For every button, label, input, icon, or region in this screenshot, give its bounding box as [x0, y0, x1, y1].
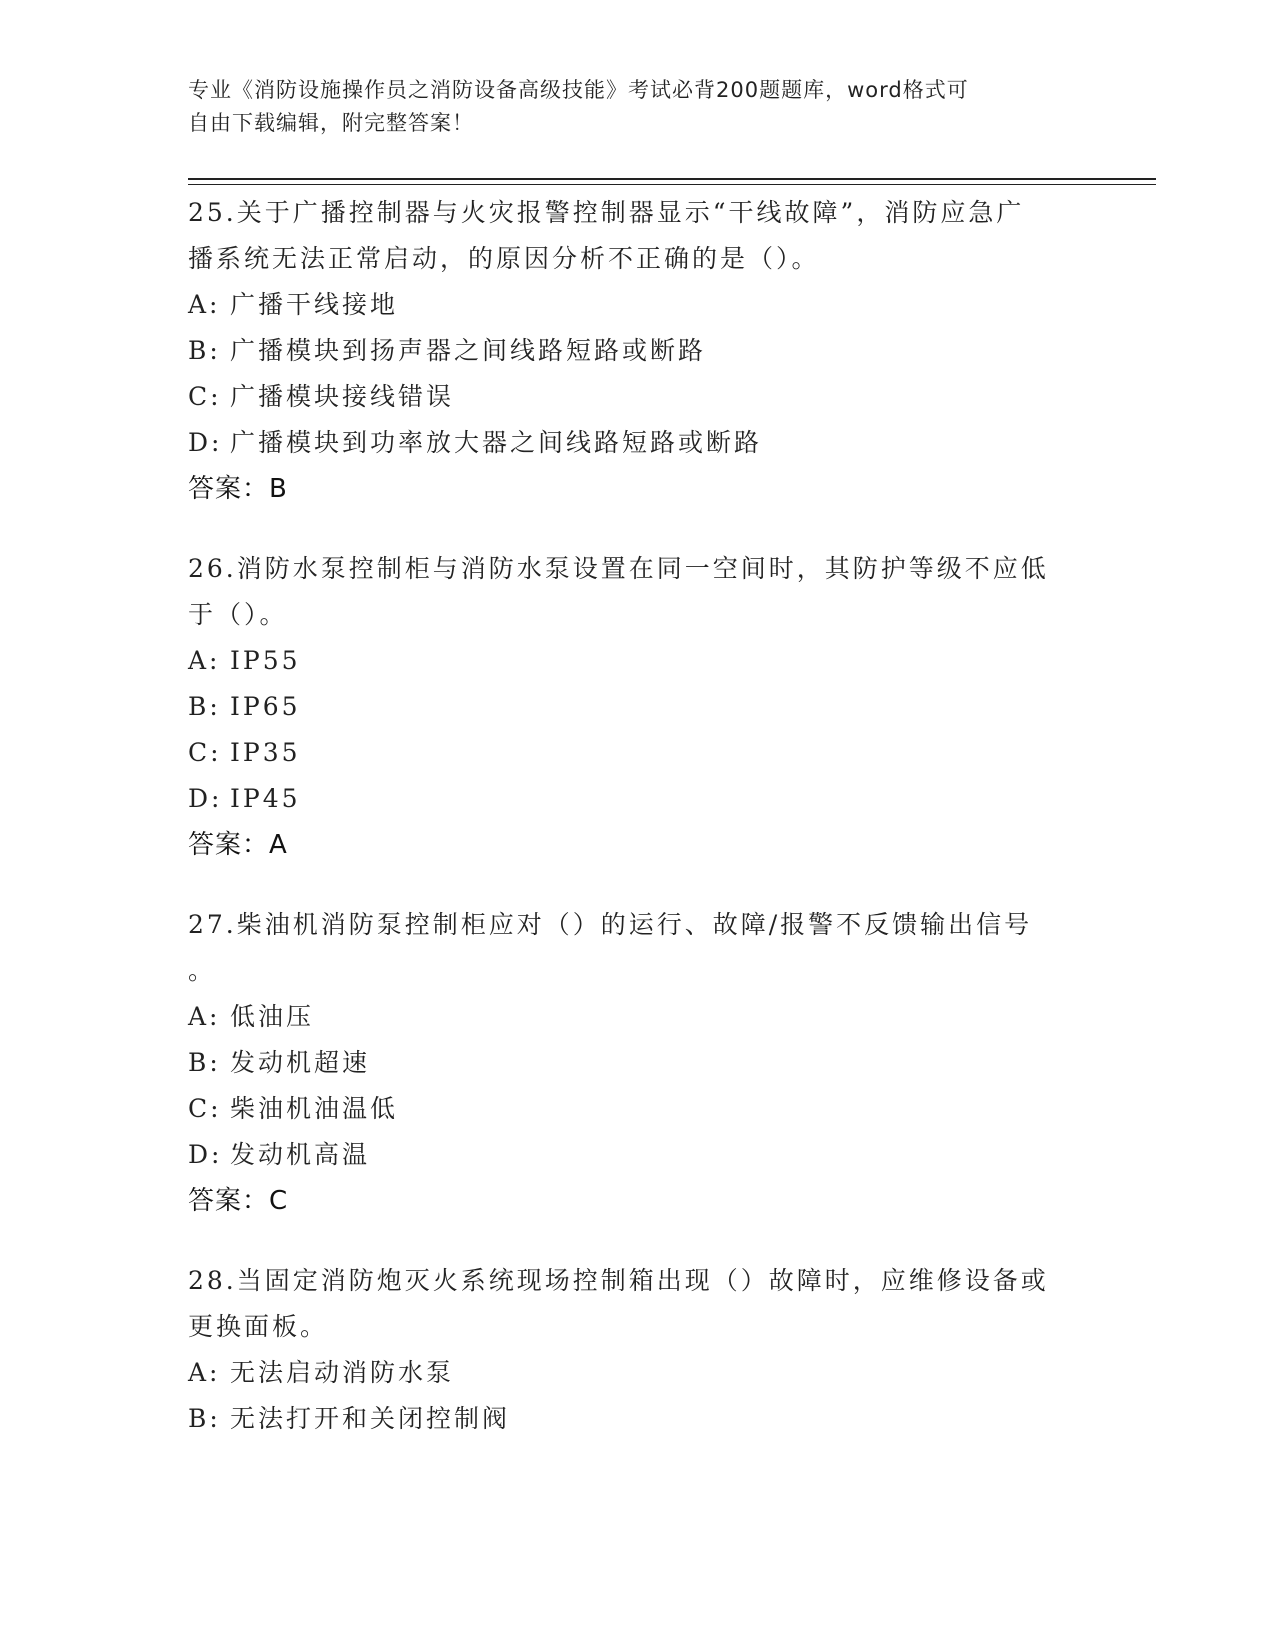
header-line-2: 自由下载编辑，附完整答案！ — [188, 111, 474, 135]
option-text: IP65 — [230, 692, 301, 721]
option-key: C: — [188, 1094, 222, 1123]
option-text: 无法打开和关闭控制阀 — [230, 1404, 511, 1433]
option-text: 广播模块到扬声器之间线路短路或断路 — [230, 336, 707, 365]
option-text: 发动机高温 — [230, 1140, 371, 1169]
header-line-1: 专业《消防设施操作员之消防设备高级技能》考试必背200题题库，word格式可 — [188, 78, 969, 102]
option-text: IP45 — [230, 784, 301, 813]
option-b — [188, 1396, 1088, 1442]
option-key: B: — [188, 1404, 221, 1433]
option-d — [188, 1132, 1088, 1178]
question-27 — [188, 902, 1088, 1224]
option-text: 发动机超速 — [230, 1048, 371, 1077]
question-25 — [188, 190, 1088, 512]
option-a — [188, 282, 1088, 328]
option-key: A: — [188, 646, 221, 675]
answer-label: 答案：A — [188, 830, 288, 860]
question-26 — [188, 546, 1088, 868]
question-text-line: 25.关于广播控制器与火灾报警控制器显示“干线故障”，消防应急广 — [188, 198, 1025, 227]
option-text: IP35 — [230, 738, 301, 767]
option-text: 柴油机油温低 — [230, 1094, 399, 1123]
question-28 — [188, 1258, 1088, 1442]
document-header — [188, 74, 1088, 140]
option-key: C: — [188, 738, 222, 767]
header-divider-thick — [188, 178, 1156, 180]
option-b — [188, 328, 1088, 374]
option-key: A: — [188, 1002, 221, 1031]
header-divider-thin — [188, 184, 1156, 185]
option-key: D: — [188, 784, 223, 813]
option-key: A: — [188, 1358, 221, 1387]
option-c — [188, 1086, 1088, 1132]
option-text: IP55 — [230, 646, 301, 675]
question-text-line: 28.当固定消防炮灭火系统现场控制箱出现（）故障时，应维修设备或 — [188, 1266, 1049, 1295]
answer-label: 答案：C — [188, 1186, 289, 1216]
question-text-line: 27.柴油机消防泵控制柜应对（）的运行、故障/报警不反馈输出信号 — [188, 910, 1033, 939]
option-a — [188, 994, 1088, 1040]
option-a — [188, 638, 1088, 684]
answer-label: 答案：B — [188, 474, 288, 504]
option-b — [188, 1040, 1088, 1086]
option-text: 低油压 — [230, 1002, 315, 1031]
question-text-line: 。 — [188, 956, 217, 985]
option-text: 无法启动消防水泵 — [230, 1358, 455, 1387]
option-key: D: — [188, 1140, 223, 1169]
option-b — [188, 684, 1088, 730]
option-text: 广播干线接地 — [230, 290, 399, 319]
option-c — [188, 730, 1088, 776]
option-text: 广播模块接线错误 — [230, 382, 455, 411]
question-text-line: 于（）。 — [188, 600, 288, 629]
question-list — [188, 190, 1088, 1476]
question-text-line: 播系统无法正常启动，的原因分析不正确的是（）。 — [188, 244, 820, 273]
option-key: B: — [188, 692, 221, 721]
option-d — [188, 420, 1088, 466]
option-c — [188, 374, 1088, 420]
question-text-line: 更换面板。 — [188, 1312, 329, 1341]
option-key: D: — [188, 428, 223, 457]
option-a — [188, 1350, 1088, 1396]
question-text-line: 26.消防水泵控制柜与消防水泵设置在同一空间时，其防护等级不应低 — [188, 554, 1049, 583]
option-d — [188, 776, 1088, 822]
option-text: 广播模块到功率放大器之间线路短路或断路 — [230, 428, 763, 457]
option-key: B: — [188, 1048, 221, 1077]
option-key: B: — [188, 336, 221, 365]
option-key: A: — [188, 290, 221, 319]
option-key: C: — [188, 382, 222, 411]
